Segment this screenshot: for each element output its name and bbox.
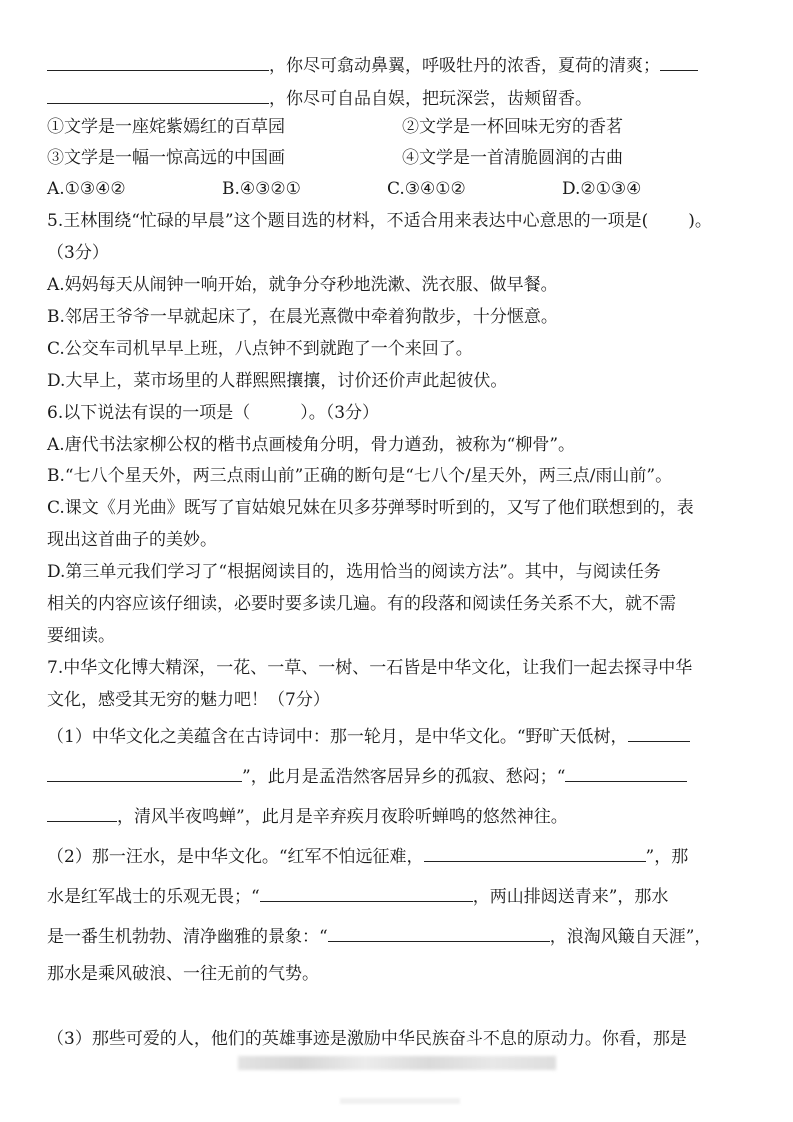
answer-blank[interactable] bbox=[424, 843, 646, 862]
answer-blank[interactable] bbox=[47, 803, 117, 822]
fill-line-1: ，你尽可翕动鼻翼，呼吸牡丹的浓香，夏荷的清爽； bbox=[47, 52, 763, 77]
q5-option-c: C.公交车司机早早上班，八点钟不到就跑了一个来回了。 bbox=[47, 339, 473, 359]
question-7-cont: 文化，感受其无穷的魅力吧！（7分） bbox=[47, 690, 330, 710]
question-5: 5.王林围绕“忙碌的早晨”这个题目选的材料，不适合用来表达中心意思的一项是( )。 bbox=[47, 211, 712, 231]
q7-part-3: （3）那些可爱的人，他们的英雄事迹是激励中华民族奋斗不息的原动力。你看，那是 bbox=[47, 1029, 687, 1049]
answer-blank[interactable] bbox=[47, 763, 242, 782]
option-4: ④文学是一首清脆圆润的古曲 bbox=[402, 148, 623, 168]
q5-score: （3分） bbox=[47, 243, 109, 263]
answer-blank[interactable] bbox=[47, 52, 269, 71]
answer-blank[interactable] bbox=[328, 923, 550, 942]
answer-blank[interactable] bbox=[565, 763, 687, 782]
question-6: 6.以下说法有误的一项是（ ）。（3分） bbox=[47, 403, 380, 423]
q5-option-d: D.大早上，菜市场里的人群熙熙攘攘，讨价还价声此起彼伏。 bbox=[47, 371, 508, 391]
q7-part-1: （1）中华文化之美蕴含在古诗词中：那一轮月，是中华文化。“野旷天低树， bbox=[47, 723, 763, 748]
q6-option-c: C.课文《月光曲》既写了盲姑娘兄妹在贝多芬弹琴时听到的，又写了他们联想到的，表 bbox=[47, 498, 694, 518]
q7-part-1-cont: ，清风半夜鸣蝉”，此月是辛弃疾月夜聆听蝉鸣的悠然神往。 bbox=[47, 803, 763, 828]
question-7: 7.中华文化博大精深，一花、一草、一树、一石皆是中华文化，让我们一起去探寻中华 bbox=[47, 658, 693, 678]
fill-line-2: ，你尽可自品自娱，把玩深尝，齿颊留香。 bbox=[47, 85, 763, 110]
q6-option-c-cont: 现出这首曲子的美妙。 bbox=[47, 530, 217, 550]
q7-part-1-cont: ”，此月是孟浩然客居异乡的孤寂、愁闷；“ bbox=[47, 763, 763, 788]
choice-d[interactable]: D.②①③④ bbox=[562, 179, 642, 199]
q6-option-d-cont: 相关的内容应该仔细读，必要时要多读几遍。有的段落和阅读任务关系不大，就不需 bbox=[47, 594, 676, 614]
choice-c[interactable]: C.③④①② bbox=[387, 179, 466, 199]
q7-part-2-cont: 是一番生机勃勃、清净幽雅的景象：“ ，浪淘风簸自天涯”， bbox=[47, 923, 763, 948]
option-1: ①文学是一座姹紫嫣红的百草园 bbox=[47, 117, 285, 137]
q5-option-b: B.邻居王爷爷一早就起床了，在晨光熹微中牵着狗散步，十分惬意。 bbox=[47, 307, 558, 327]
option-2: ②文学是一杯回味无穷的香茗 bbox=[402, 117, 623, 137]
q5-option-a: A.妈妈每天从闹钟一响开始，就争分夺秒地洗漱、洗衣服、做早餐。 bbox=[47, 275, 558, 295]
option-3: ③文学是一幅一惊高远的中国画 bbox=[47, 148, 285, 168]
q6-option-a: A.唐代书法家柳公权的楷书点画棱角分明，骨力遒劲，被称为“柳骨”。 bbox=[47, 435, 576, 455]
blurred-footer bbox=[238, 1056, 556, 1070]
blurred-footer-small bbox=[340, 1098, 460, 1104]
q7-part-2: （2）那一汪水，是中华文化。“红军不怕远征难， ”，那 bbox=[47, 843, 763, 868]
q7-part-2-cont: 水是红军战士的乐观无畏；“ ，两山排闼送青来”，那水 bbox=[47, 883, 763, 908]
q6-option-b: B.“七八个星天外，两三点雨山前”正确的断句是“七八个/星天外，两三点/雨山前”。 bbox=[47, 466, 673, 486]
answer-blank[interactable] bbox=[47, 85, 269, 104]
q7-part-2-cont: 那水是乘风破浪、一往无前的气势。 bbox=[47, 964, 319, 984]
answer-blank[interactable] bbox=[628, 723, 690, 742]
q6-option-d: D.第三单元我们学习了“根据阅读目的，选用恰当的阅读方法”。其中，与阅读任务 bbox=[47, 562, 661, 582]
choice-b[interactable]: B.④③②① bbox=[222, 179, 301, 199]
q6-option-d-cont: 要细读。 bbox=[47, 626, 115, 646]
answer-blank[interactable] bbox=[660, 52, 698, 71]
answer-blank[interactable] bbox=[260, 883, 473, 902]
choice-a[interactable]: A.①③④② bbox=[47, 179, 126, 199]
